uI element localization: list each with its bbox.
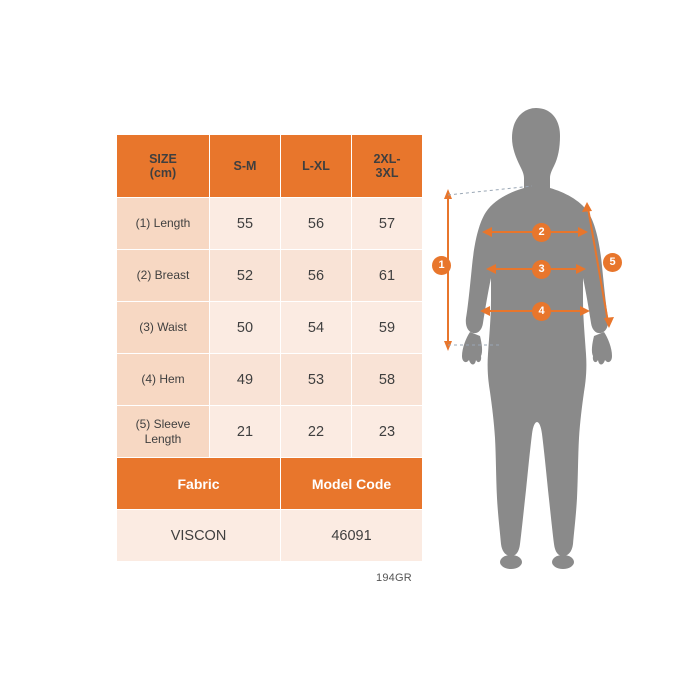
row-label-length: (1) Length [117, 198, 210, 250]
badge-3: 3 [532, 260, 551, 279]
left-hand [462, 332, 482, 365]
cell-breast-lxl: 56 [281, 250, 352, 302]
header-col-lxl: L-XL [281, 135, 352, 198]
header-col-2xl3xl-line1: 2XL- [373, 151, 401, 166]
row-label-breast: (2) Breast [117, 250, 210, 302]
footer-fabric-value: VISCON [117, 510, 281, 562]
cell-breast-sm: 52 [210, 250, 281, 302]
right-foot [552, 555, 574, 569]
table-row [117, 354, 423, 406]
footer-modelcode-value: 46091 [281, 510, 423, 562]
cell-length-2xl3xl: 57 [352, 198, 423, 250]
weight-note: 194GR [376, 572, 412, 584]
arrow-1-bottom-head [444, 341, 452, 351]
row-label-hem: (4) Hem [117, 354, 210, 406]
cell-waist-lxl: 54 [281, 302, 352, 354]
badge-2: 2 [532, 223, 551, 242]
cell-hem-lxl: 53 [281, 354, 352, 406]
row-label-sleeve [117, 406, 210, 458]
badge-5: 5 [603, 253, 622, 272]
header-size-label: SIZE [149, 151, 177, 166]
cell-sleeve-2xl3xl: 23 [352, 406, 423, 458]
header-col-2xl3xl [352, 135, 423, 198]
row-label-sleeve-line2: Length [144, 431, 182, 446]
table-row [117, 250, 423, 302]
cell-hem-sm: 49 [210, 354, 281, 406]
header-size-unit: (cm) [149, 166, 177, 180]
cell-breast-2xl3xl: 61 [352, 250, 423, 302]
cell-sleeve-sm: 21 [210, 406, 281, 458]
badge-4: 4 [532, 302, 551, 321]
cell-sleeve-lxl: 22 [281, 406, 352, 458]
cell-hem-2xl3xl: 58 [352, 354, 423, 406]
left-foot [500, 555, 522, 569]
figure-svg [440, 100, 670, 580]
right-hand [592, 332, 612, 365]
cell-waist-sm: 50 [210, 302, 281, 354]
size-table-body [117, 198, 423, 562]
header-row [117, 135, 423, 198]
badge-1: 1 [432, 256, 451, 275]
header-col-sm: S-M [210, 135, 281, 198]
size-table [116, 134, 423, 562]
table-row [117, 198, 423, 250]
header-col-2xl3xl-line2: 3XL [375, 166, 399, 180]
cell-length-lxl: 56 [281, 198, 352, 250]
size-table-header [117, 135, 423, 198]
footer-modelcode-header: Model Code [281, 458, 423, 510]
table-row [117, 302, 423, 354]
footer-header-row [117, 458, 423, 510]
arrow-1-top-head [444, 189, 452, 199]
female-body-silhouette [462, 108, 612, 569]
cell-waist-2xl3xl: 59 [352, 302, 423, 354]
footer-fabric-header: Fabric [117, 458, 281, 510]
footer-values-row [117, 510, 423, 562]
cell-length-sm: 55 [210, 198, 281, 250]
mannequin-figure [440, 100, 670, 580]
row-label-sleeve-line1: (5) Sleeve [135, 417, 191, 432]
header-size-cell [117, 135, 210, 198]
table-row [117, 406, 423, 458]
row-label-waist: (3) Waist [117, 302, 210, 354]
